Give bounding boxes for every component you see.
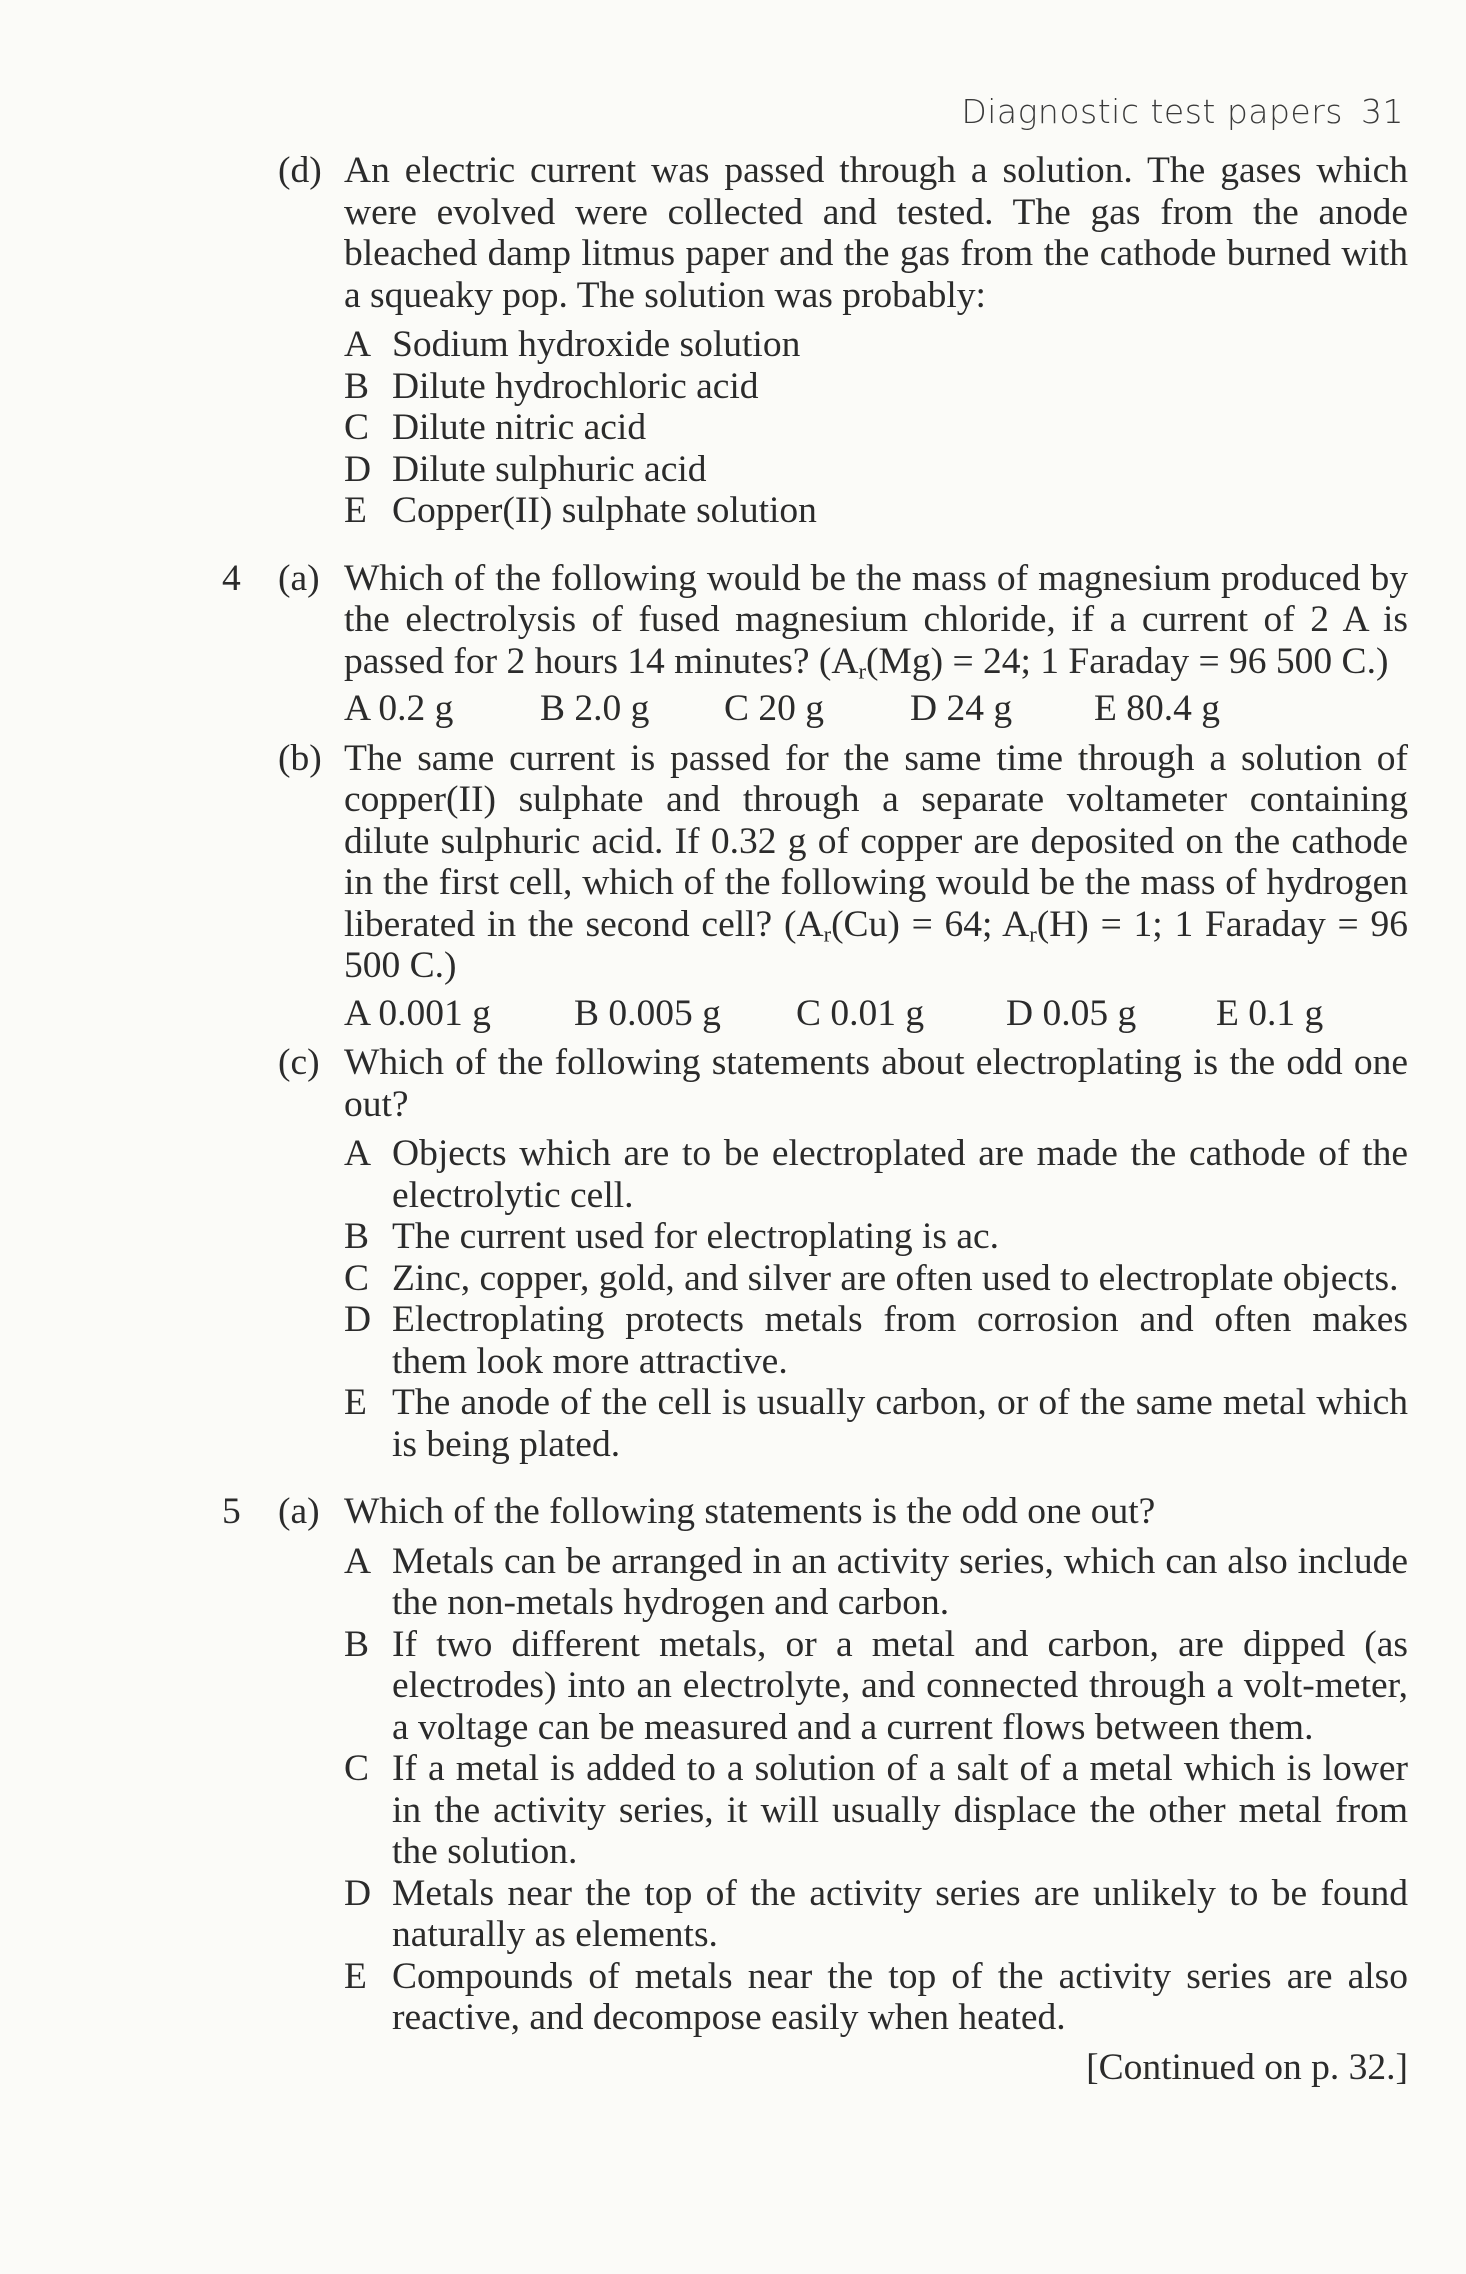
question-number: 4 xyxy=(222,557,241,599)
part-label: (a) xyxy=(278,557,320,599)
option-item xyxy=(344,1216,1408,1258)
option-item xyxy=(344,407,1408,449)
options-4c xyxy=(232,1133,1408,1465)
option-item: B 0.005 g xyxy=(574,992,721,1034)
question-4b xyxy=(232,738,1408,987)
option-letter: E xyxy=(344,490,367,531)
option-item xyxy=(344,1258,1408,1300)
option-item: D 0.05 g xyxy=(1006,992,1137,1034)
option-letter: C xyxy=(344,407,370,448)
option-letter: C xyxy=(344,1257,370,1299)
option-item xyxy=(344,1624,1408,1749)
option-letter: B xyxy=(344,1216,370,1257)
option-item xyxy=(344,324,1408,366)
option-letter: B xyxy=(344,365,370,407)
part-label: (d) xyxy=(278,150,322,191)
option-letter: D xyxy=(344,1299,372,1340)
options-4a xyxy=(232,688,1408,730)
option-item: E 80.4 g xyxy=(1094,688,1221,729)
option-letter: A xyxy=(344,1540,372,1582)
option-text: Sodium hydroxide solution xyxy=(392,324,801,365)
question-stem: Which of the following statements about electroplating is the odd one out? xyxy=(344,1042,1408,1125)
option-item xyxy=(344,1299,1408,1382)
part-label: (a) xyxy=(278,1491,320,1532)
option-text: Dilute nitric acid xyxy=(392,407,647,448)
option-text: Electroplating protects metals from corrosion and often makes them look more attractive. xyxy=(392,1299,1408,1382)
option-letter: D xyxy=(344,448,372,490)
options-4b xyxy=(232,993,1408,1035)
option-item xyxy=(344,1956,1408,2039)
option-text: Dilute hydrochloric acid xyxy=(392,365,759,407)
continued-note: [Continued on p. 32.] xyxy=(1086,2046,1408,2088)
question-3d xyxy=(232,150,1408,316)
option-item xyxy=(344,490,1408,532)
option-item xyxy=(344,1382,1408,1465)
question-5a xyxy=(222,1491,1408,1533)
option-letter: B xyxy=(344,1623,370,1665)
option-text: The anode of the cell is usually carbon, or of the same metal which is being plated. xyxy=(392,1382,1408,1465)
question-stem: Which of the following statements is the odd one out? xyxy=(344,1491,1156,1532)
option-letter: E xyxy=(344,1382,367,1423)
option-text: Copper(II) sulphate solution xyxy=(392,490,817,531)
option-item xyxy=(344,449,1408,491)
option-item xyxy=(344,1873,1408,1956)
option-text: Metals near the top of the activity series are unlikely to be found naturally as elements. xyxy=(392,1872,1408,1955)
option-text: The current used for electroplating is ac. xyxy=(392,1216,1000,1257)
question-4a xyxy=(222,557,1408,684)
option-text: Metals can be arranged in an activity series, which can also include the non-metals hydrogen and carbon. xyxy=(392,1540,1408,1623)
questions-body xyxy=(222,150,1408,2088)
option-text: Dilute sulphuric acid xyxy=(392,448,707,490)
question-number: 5 xyxy=(222,1491,241,1532)
option-item: B 2.0 g xyxy=(540,688,650,729)
option-item: D 24 g xyxy=(910,688,1013,729)
option-item xyxy=(344,366,1408,408)
running-title: Diagnostic test papers xyxy=(961,92,1343,131)
running-header xyxy=(961,92,1404,131)
option-text: Compounds of metals near the top of the activity series are also reactive, and decompose easily when heated. xyxy=(392,1955,1408,2038)
option-item: A 0.001 g xyxy=(344,992,491,1034)
option-item xyxy=(344,1541,1408,1624)
option-letter: A xyxy=(344,1133,372,1174)
options-5a xyxy=(232,1541,1408,2039)
option-letter: C xyxy=(344,1748,370,1789)
option-letter: D xyxy=(344,1872,372,1914)
option-text: Objects which are to be electroplated are made the cathode of the electrolytic cell. xyxy=(392,1133,1408,1216)
option-item: A 0.2 g xyxy=(344,688,454,729)
question-stem: Which of the following would be the mass of magnesium produced by the electrolysis of fused magnesium chloride, if a current of 2 A is passed for 2 hours 14 minutes? ($A_r(Mg) = 24$; 1 Faraday = 96 500 C.) xyxy=(344,557,1408,684)
option-text: Zinc, copper, gold, and silver are often used to electroplate objects. xyxy=(392,1257,1399,1299)
option-item: E 0.1 g xyxy=(1216,992,1324,1034)
part-label: (c) xyxy=(278,1042,320,1083)
part-label: (b) xyxy=(278,737,322,779)
option-item xyxy=(344,1133,1408,1216)
option-item xyxy=(344,1748,1408,1873)
question-4c xyxy=(232,1042,1408,1125)
option-item: C 20 g xyxy=(724,688,825,729)
option-letter: A xyxy=(344,324,372,365)
option-letter: E xyxy=(344,1955,367,1997)
question-stem: An electric current was passed through a solution. The gases which were evolved were collected and tested. The gas from the anode bleached damp litmus paper and the gas from the cathode burned with a squeaky pop. The solution was probably: xyxy=(344,150,1408,316)
option-text: If two different metals, or a metal and carbon, are dipped (as electrodes) into an electrolyte, and connected through a volt-meter, a voltage can be measured and a current flows between them. xyxy=(392,1623,1408,1748)
page-number: 31 xyxy=(1361,92,1404,131)
option-text: If a metal is added to a solution of a salt of a metal which is lower in the activity series, it will usually displace the other metal from the solution. xyxy=(392,1748,1408,1872)
option-item: C 0.01 g xyxy=(796,992,925,1034)
options-3d xyxy=(232,324,1408,532)
question-stem: The same current is passed for the same time through a solution of copper(II) sulphate and through a separate voltameter containing dilute sulphuric acid. If 0.32 g of copper are deposited on the cathode in the first cell, which of the following would be the mass of hydrogen liberated in the second cell? ($A_r(Cu) = 64$; $A_r(H) = 1$; 1 Faraday = 96 500 C.) xyxy=(344,737,1408,986)
